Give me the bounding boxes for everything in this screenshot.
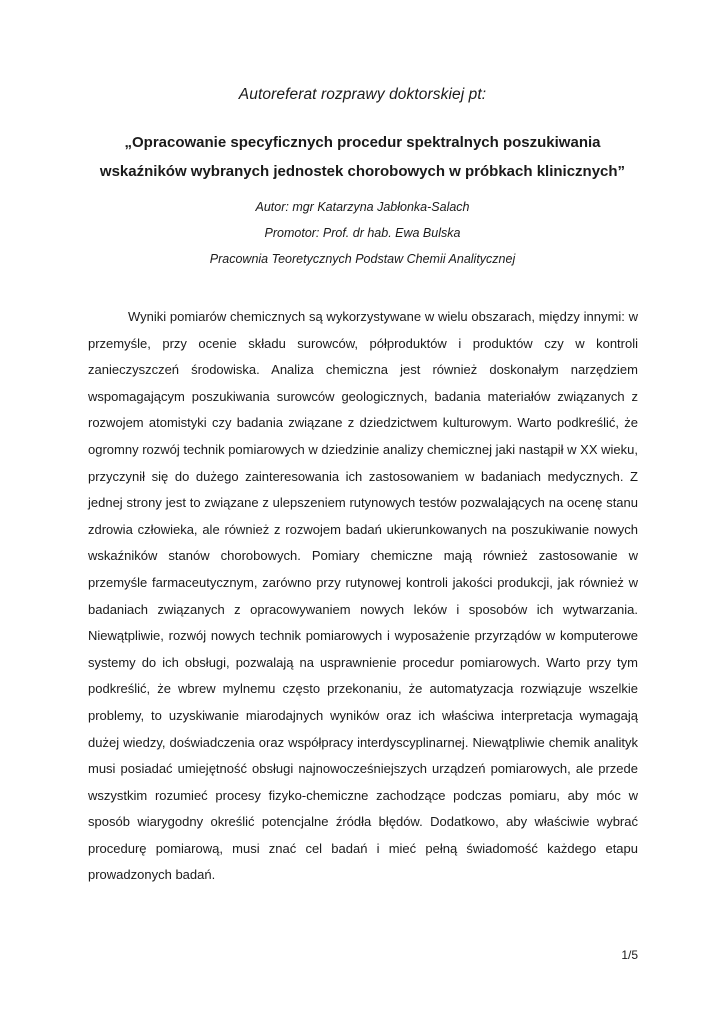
promotor-line: Promotor: Prof. dr hab. Ewa Bulska bbox=[264, 226, 461, 240]
body-paragraph: Wyniki pomiarów chemicznych są wykorzystywane w wielu obszarach, między innymi: w przemyśle, przy ocenie składu surowców, półproduktów i produktów czy w kontroli zanieczyszczeń środowiska. Analiza chemiczna jest również doskonałym narzędziem wspomagającym poszukiwania surowców geologicznych, badania materiałów związanych z rozwojem atomistyki czy badania związane z dziedzictwem kulturowym. Warto podkreślić, że ogromny rozwój technik pomiarowych w dziedzinie analizy chemicznej jaki nastąpił w XX wieku, przyczynił się do dużego zainteresowania ich zastosowaniem w badaniach medycznych. Z jednej strony jest to związane z ulepszeniem rutynowych testów pozwalających na ocenę stanu zdrowia człowieka, ale również z rozwojem badań ukierunkowanych na poszukiwanie nowych wskaźników stanów chorobowych. Pomiary chemiczne mają również zastosowanie w przemyśle farmaceutycznym, zarówno przy rutynowej kontroli jakości produkcji, jak również w badaniach związanych z opracowywaniem nowych leków i sposobów ich wytwarzania. Niewątpliwie, rozwój nowych technik pomiarowych i wyposażenie przyrządów w komputerowe systemy do ich obsługi, pozwalają na usprawnienie procedur pomiarowych. Warto przy tym podkreślić, że wbrew mylnemu często przekonaniu, że automatyzacja rozwiązuje wszelkie problemy, to uzyskiwanie miarodajnych wyników oraz ich właściwa interpretacja wymagają dużej wiedzy, doświadczenia oraz współpracy interdyscyplinarnej. Niewątpliwie chemik analityk musi posiadać umiejętność obsługi najnowocześniejszych urządzeń pomiarowych, ale przede wszystkim rozumieć procesy fizyko-chemiczne zachodzące podczas pomiaru, aby móc w sposób wiarygodny określić potencjalne źródła błędów. Dodatkowo, aby właściwie wybrać procedurę pomiarową, musi znać cel badań i mieć pełną świadomość każdego etapu prowadzonych badań. bbox=[88, 309, 638, 883]
lab-line: Pracownia Teoretycznych Podstaw Chemii Analitycznej bbox=[209, 252, 516, 266]
page-number: 1/5 bbox=[621, 948, 638, 962]
thesis-title-line-1: „Opracowanie specyficznych procedur spektralnych poszukiwania bbox=[124, 134, 601, 151]
document-heading: Autoreferat rozprawy doktorskiej pt: bbox=[238, 86, 487, 103]
author-line: Autor: mgr Katarzyna Jabłonka-Salach bbox=[255, 200, 470, 214]
thesis-title-line-2: wskaźników wybranych jednostek chorobowych w próbkach klinicznych” bbox=[99, 163, 626, 180]
thesis-title bbox=[60, 128, 665, 186]
